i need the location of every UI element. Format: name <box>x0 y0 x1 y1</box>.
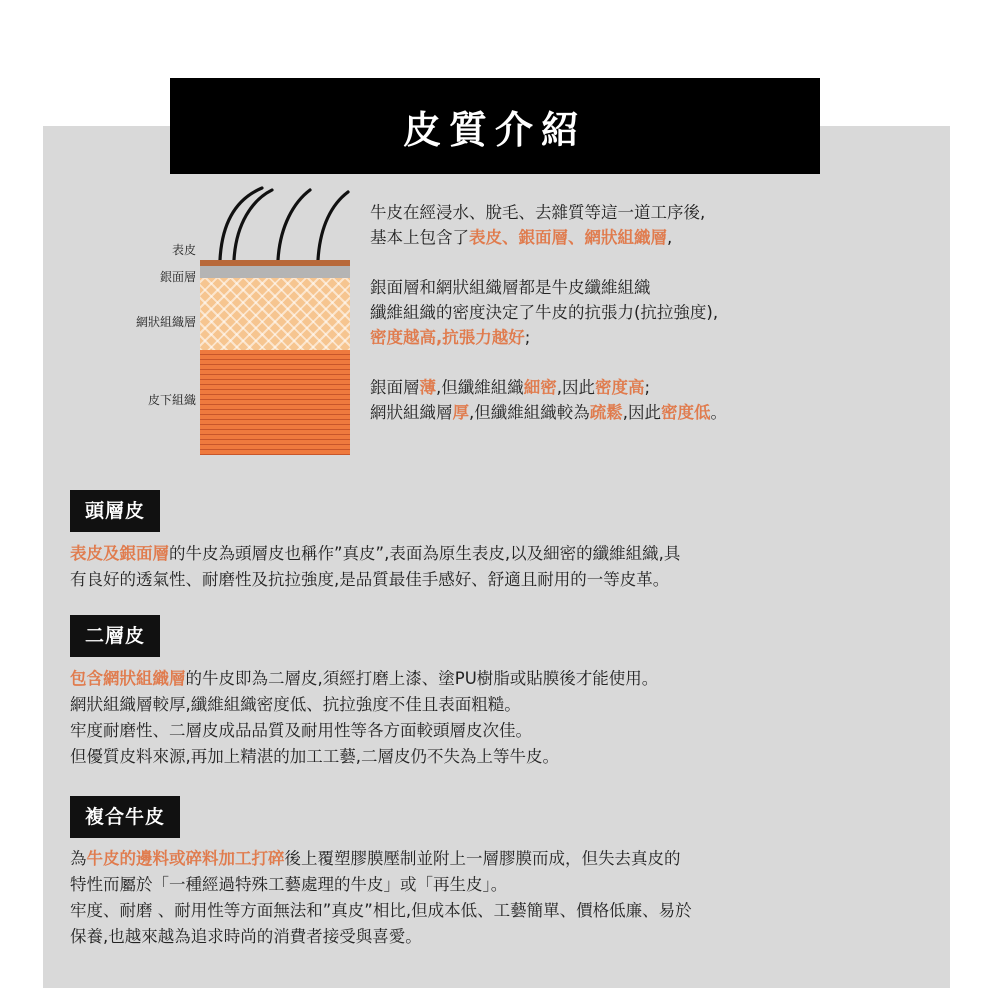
section-body-bonded-leather: 為牛皮的邊料或碎料加工打碎後上覆塑膠膜壓制並附上一層膠膜而成，但失去真皮的 特性而屬於「一種經過特殊工藝處理的牛皮」或「再生皮」。 牢度、耐磨 、耐用性等方面無法和”真皮”相比,但成本低、工藝簡單、價格低廉、易於 保養,也越來越為追求時尚的消費者接受與喜愛。 <box>70 849 692 946</box>
section-heading-top-grain: 頭層皮 <box>70 490 160 532</box>
intro-line-2: 基本上包含了表皮、銀面層、網狀組織層, <box>370 228 673 247</box>
page-title: 皮質介紹 <box>402 107 587 152</box>
intro-line-7: 網狀組織層厚,但纖維組織較為疏鬆,因此密度低。 <box>370 403 727 422</box>
title-banner <box>170 78 820 174</box>
section-body-split-leather: 包含網狀組織層的牛皮即為二層皮,須經打磨上漆、塗PU樹脂或貼膜後才能使用。 網狀組織層較厚,纖維組織密度低、抗拉強度不佳且表面粗糙。 牢度耐磨性、二層皮成品品質及耐用性等各方面較頭層皮次佳。 但優質皮料來源,再加上精湛的加工工藝,二層皮仍不失為上等牛皮。 <box>70 669 659 766</box>
intro-line-1: 牛皮在經浸水、脫毛、去雜質等這一道工序後, <box>370 203 706 222</box>
subcutaneous-layer <box>200 350 350 455</box>
label-grain-layer: 銀面層 <box>159 270 196 284</box>
leather-layer-diagram <box>200 180 350 455</box>
intro-line-3: 銀面層和網狀組織層都是牛皮纖維組織 <box>370 278 651 297</box>
intro-line-5: 密度越高,抗張力越好; <box>370 328 531 347</box>
section-heading-split-leather: 二層皮 <box>70 615 160 657</box>
intro-line-4: 纖維組織的密度決定了牛皮的抗張力(抗拉強度), <box>370 303 719 322</box>
label-reticular-layer: 網狀組織層 <box>135 315 196 329</box>
label-subcutaneous: 皮下組織 <box>147 393 196 407</box>
grain-layer <box>200 266 350 278</box>
intro-text <box>370 200 930 425</box>
label-epidermis: 表皮 <box>171 243 196 257</box>
reticular-layer <box>200 278 350 350</box>
hair-illustration <box>200 180 350 262</box>
section-body-top-grain: 表皮及銀面層的牛皮為頭層皮也稱作”真皮”,表面為原生表皮,以及細密的纖維組織,具 有良好的透氣性、耐磨性及抗拉強度,是品質最佳手感好、舒適且耐用的一等皮革。 <box>70 544 681 589</box>
intro-line-6: 銀面層薄,但纖維組織細密,因此密度高; <box>370 378 651 397</box>
section-heading-bonded-leather: 複合牛皮 <box>70 796 180 838</box>
